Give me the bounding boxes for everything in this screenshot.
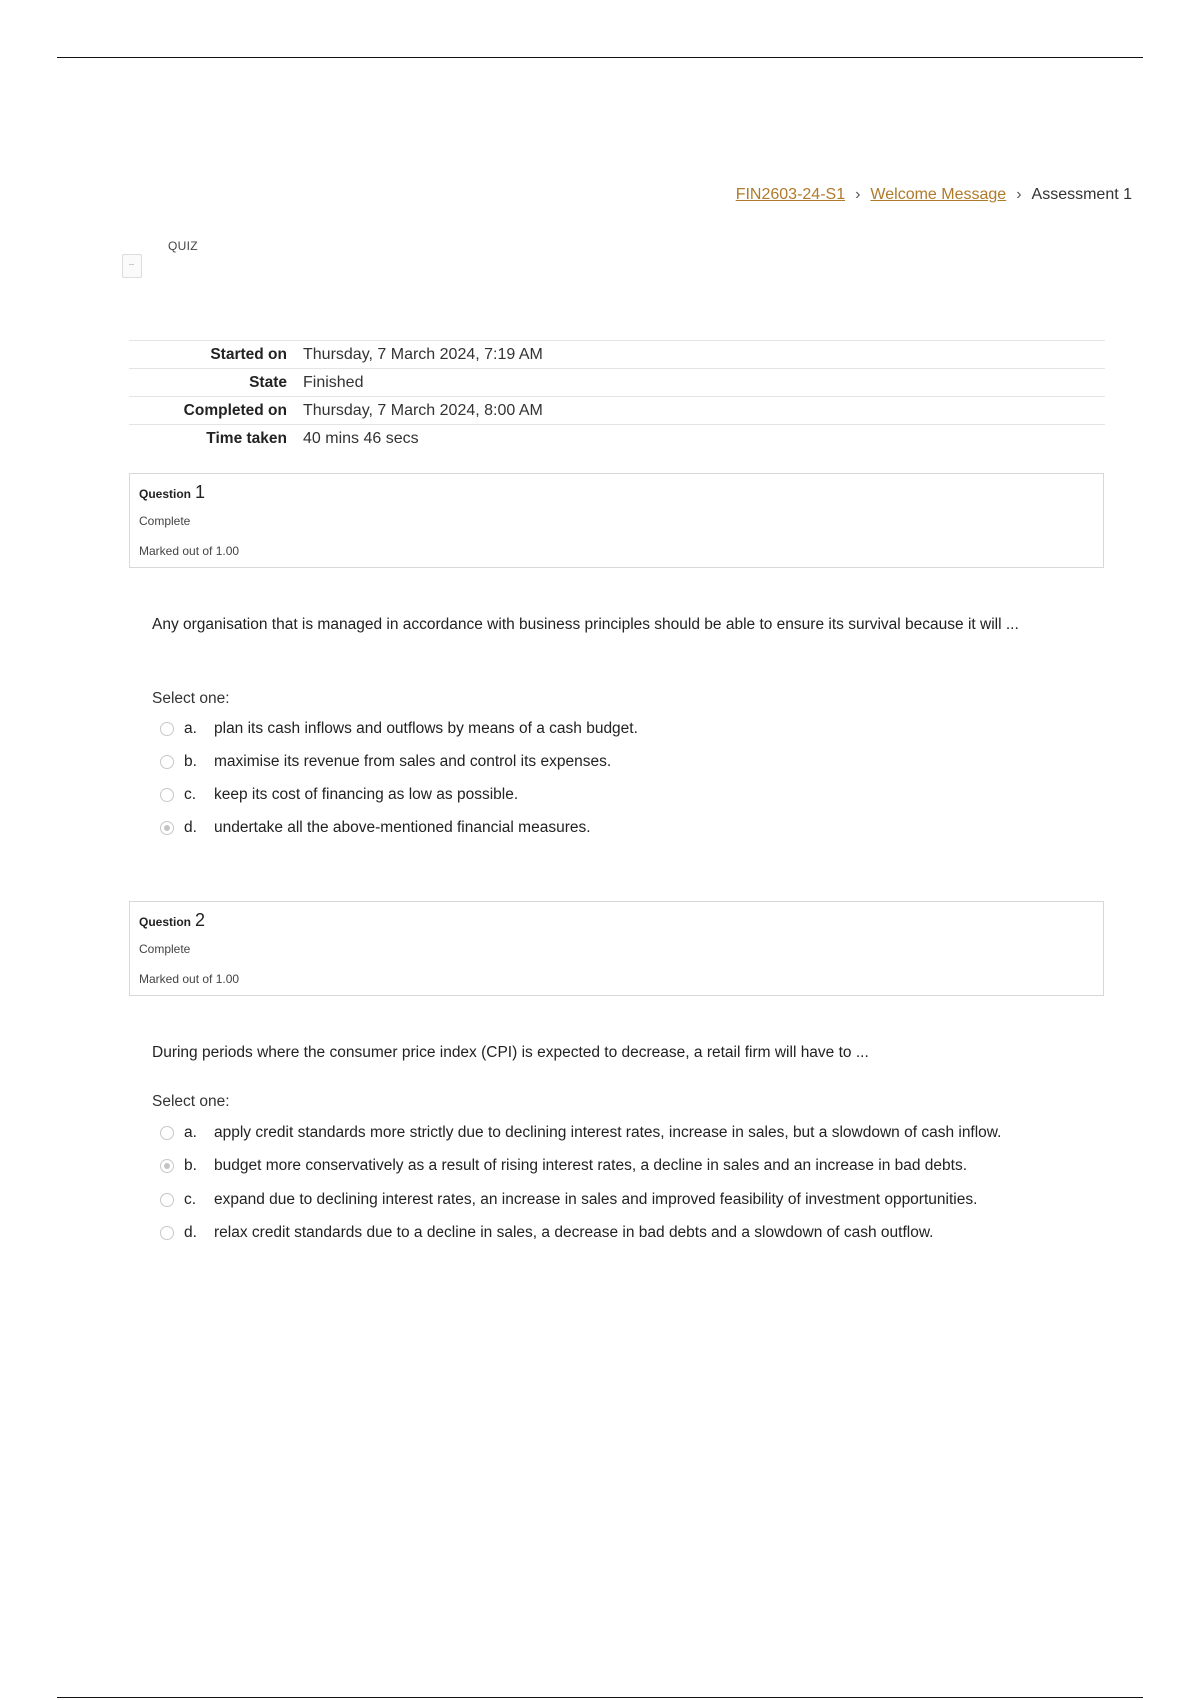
option-text: expand due to declining interest rates, an increase in sales and improved feasibility of investment opportunities. <box>214 1191 978 1208</box>
summary-label: Started on <box>129 341 303 369</box>
chevron-right-icon: › <box>1016 186 1022 203</box>
question-number-value: 2 <box>195 910 206 930</box>
question-grade: Marked out of 1.00 <box>139 544 240 558</box>
page-bottom-rule <box>57 1697 1143 1698</box>
summary-value: Thursday, 7 March 2024, 8:00 AM <box>303 397 1105 425</box>
breadcrumb-current: Assessment 1 <box>1031 186 1132 203</box>
option-text: undertake all the above-mentioned financial measures. <box>214 819 591 836</box>
summary-value: 40 mins 46 secs <box>303 425 1105 453</box>
answer-option-b[interactable] <box>152 753 611 771</box>
option-letter: c. <box>184 786 197 803</box>
radio-button[interactable] <box>160 1226 174 1240</box>
answer-prompt: Select one: <box>152 1093 230 1110</box>
question-info-box <box>129 901 1104 996</box>
question-number-value: 1 <box>195 482 206 502</box>
summary-label: Completed on <box>129 397 303 425</box>
question-text: Any organisation that is managed in accordance with business principles should be able to ensure its survival because it will ... <box>152 616 1019 633</box>
summary-label: Time taken <box>129 425 303 453</box>
radio-button-selected[interactable] <box>160 821 174 835</box>
answer-prompt: Select one: <box>152 690 230 707</box>
question-number <box>139 910 205 931</box>
option-letter: d. <box>184 819 197 836</box>
answer-option-c[interactable] <box>152 1191 977 1209</box>
option-text: maximise its revenue from sales and control its expenses. <box>214 753 612 770</box>
option-letter: a. <box>184 720 197 737</box>
question-label: Question <box>139 915 192 929</box>
question-label: Question <box>139 487 192 501</box>
summary-value: Finished <box>303 369 1105 397</box>
option-text: plan its cash inflows and outflows by means of a cash budget. <box>214 720 638 737</box>
summary-row <box>129 341 1105 369</box>
answer-option-a[interactable] <box>152 1124 1001 1142</box>
summary-row <box>129 425 1105 453</box>
chevron-right-icon: › <box>855 186 861 203</box>
quiz-icon <box>122 254 142 278</box>
summary-row <box>129 397 1105 425</box>
question-state: Complete <box>139 942 191 956</box>
radio-button[interactable] <box>160 1193 174 1207</box>
attempt-summary-table <box>129 340 1105 452</box>
breadcrumb <box>736 186 1132 204</box>
radio-button-selected[interactable] <box>160 1159 174 1173</box>
module-type-label: QUIZ <box>168 239 198 253</box>
summary-row <box>129 369 1105 397</box>
radio-button[interactable] <box>160 755 174 769</box>
breadcrumb-link-course[interactable]: FIN2603-24-S1 <box>735 186 846 203</box>
option-letter: c. <box>184 1191 197 1208</box>
question-text: During periods where the consumer price index (CPI) is expected to decrease, a retail firm will have to ... <box>152 1044 869 1061</box>
question-grade: Marked out of 1.00 <box>139 972 240 986</box>
answer-option-c[interactable] <box>152 786 518 804</box>
answer-option-a[interactable] <box>152 720 638 738</box>
radio-button[interactable] <box>160 1126 174 1140</box>
option-letter: b. <box>184 1157 197 1174</box>
question-number <box>139 482 205 503</box>
option-text: relax credit standards due to a decline in sales, a decrease in bad debts and a slowdown of cash outflow. <box>214 1224 934 1241</box>
answer-option-b[interactable] <box>152 1157 967 1175</box>
answer-option-d[interactable] <box>152 1224 933 1242</box>
radio-button[interactable] <box>160 788 174 802</box>
summary-value: Thursday, 7 March 2024, 7:19 AM <box>303 341 1105 369</box>
question-info-box <box>129 473 1104 568</box>
option-letter: a. <box>184 1124 197 1141</box>
option-text: apply credit standards more strictly due to declining interest rates, increase in sales, but a slowdown of cash inflow. <box>214 1124 1002 1141</box>
answer-option-d[interactable] <box>152 819 591 837</box>
breadcrumb-link-welcome[interactable]: Welcome Message <box>870 186 1007 203</box>
option-text: budget more conservatively as a result of rising interest rates, a decline in sales and an increase in bad debts. <box>214 1157 968 1174</box>
option-letter: b. <box>184 753 197 770</box>
option-letter: d. <box>184 1224 197 1241</box>
question-state: Complete <box>139 514 191 528</box>
page-top-rule <box>57 57 1143 58</box>
summary-label: State <box>129 369 303 397</box>
option-text: keep its cost of financing as low as possible. <box>214 786 519 803</box>
radio-button[interactable] <box>160 722 174 736</box>
